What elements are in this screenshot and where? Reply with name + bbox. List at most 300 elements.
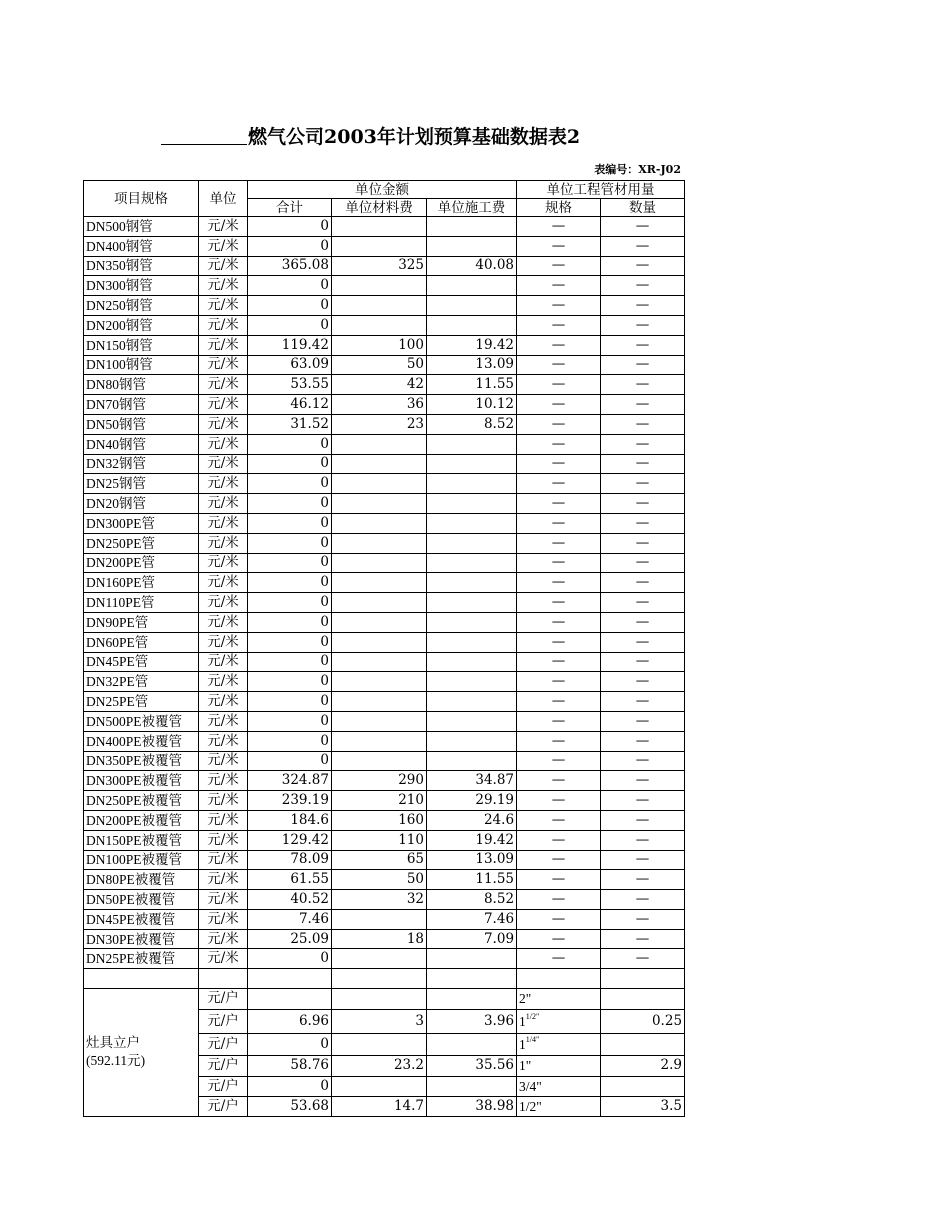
table-row (84, 474, 685, 494)
row-unit-cell: 元/米 (199, 711, 248, 731)
row-spec-cell: — (517, 553, 601, 573)
stove-spec-main: 1 (519, 1013, 526, 1029)
table-row (84, 236, 685, 256)
row-item-cell: DN400钢管 (84, 236, 199, 256)
header-qty: 数量 (601, 199, 685, 217)
row-spec-cell: — (517, 751, 601, 771)
row-total-cell: 0 (248, 454, 332, 474)
stove-construction-cell: 38.98 (427, 1096, 517, 1116)
stove-unit-cell: 元/户 (199, 1033, 248, 1055)
header-material-fee: 单位材料费 (332, 199, 427, 217)
row-construction-cell (427, 276, 517, 296)
row-qty-cell: — (601, 731, 685, 751)
row-material-cell: 23 (332, 414, 427, 434)
row-construction-cell (427, 494, 517, 514)
row-material-cell (332, 315, 427, 335)
row-spec-cell: — (517, 414, 601, 434)
stove-qty-cell (601, 989, 685, 1010)
table-row (84, 335, 685, 355)
stove-spec-cell (517, 1033, 601, 1055)
budget-table (83, 180, 685, 1117)
page-title: 燃气公司2003年计划预算基础数据表2 (248, 126, 581, 148)
row-unit-cell: 元/米 (199, 672, 248, 692)
row-qty-cell: — (601, 573, 685, 593)
row-total-cell: 0 (248, 434, 332, 454)
table-row (84, 395, 685, 415)
row-qty-cell: — (601, 217, 685, 237)
stove-material-cell (332, 1033, 427, 1055)
row-item-cell: DN250PE被覆管 (84, 791, 199, 811)
row-unit-cell: 元/米 (199, 830, 248, 850)
row-unit-cell: 元/米 (199, 593, 248, 613)
row-item-cell: DN250PE管 (84, 533, 199, 553)
row-qty-cell: — (601, 553, 685, 573)
row-material-cell: 110 (332, 830, 427, 850)
row-material-cell: 290 (332, 771, 427, 791)
stove-unit-cell: 元/户 (199, 1055, 248, 1076)
row-item-cell: DN20钢管 (84, 494, 199, 514)
stove-row (84, 989, 685, 1010)
stove-qty-cell: 2.9 (601, 1055, 685, 1076)
row-material-cell: 32 (332, 890, 427, 910)
row-material-cell (332, 513, 427, 533)
row-construction-cell (427, 751, 517, 771)
row-construction-cell (427, 593, 517, 613)
stove-unit-cell: 元/户 (199, 989, 248, 1010)
row-construction-cell (427, 474, 517, 494)
stove-material-cell: 14.7 (332, 1096, 427, 1116)
row-spec-cell: — (517, 672, 601, 692)
row-total-cell: 0 (248, 474, 332, 494)
table-row (84, 494, 685, 514)
row-qty-cell: — (601, 454, 685, 474)
row-material-cell (332, 632, 427, 652)
table-row (84, 632, 685, 652)
row-total-cell: 0 (248, 276, 332, 296)
row-construction-cell: 10.12 (427, 395, 517, 415)
row-qty-cell: — (601, 652, 685, 672)
table-row (84, 949, 685, 969)
row-spec-cell: — (517, 612, 601, 632)
row-total-cell: 0 (248, 593, 332, 613)
row-material-cell: 42 (332, 375, 427, 395)
row-total-cell: 0 (248, 731, 332, 751)
row-spec-cell: — (517, 830, 601, 850)
empty-cell (601, 969, 685, 989)
table-row (84, 414, 685, 434)
stove-qty-cell: 0.25 (601, 1009, 685, 1033)
row-total-cell: 324.87 (248, 771, 332, 791)
row-total-cell: 129.42 (248, 830, 332, 850)
row-spec-cell: — (517, 929, 601, 949)
row-spec-cell: — (517, 573, 601, 593)
row-total-cell: 40.52 (248, 890, 332, 910)
title-blank-line (161, 144, 247, 145)
row-qty-cell: — (601, 236, 685, 256)
row-construction-cell (427, 217, 517, 237)
header-spec: 规格 (517, 199, 601, 217)
stove-spec-main: 2" (519, 991, 532, 1007)
row-item-cell: DN70钢管 (84, 395, 199, 415)
row-unit-cell: 元/米 (199, 890, 248, 910)
row-item-cell: DN250钢管 (84, 296, 199, 316)
row-unit-cell: 元/米 (199, 315, 248, 335)
row-spec-cell: — (517, 315, 601, 335)
row-qty-cell: — (601, 256, 685, 276)
stove-spec-main: 1 (519, 1036, 526, 1052)
row-material-cell (332, 573, 427, 593)
row-spec-cell: — (517, 296, 601, 316)
stove-qty-cell: 3.5 (601, 1096, 685, 1116)
row-construction-cell (427, 533, 517, 553)
row-construction-cell (427, 652, 517, 672)
row-spec-cell: — (517, 870, 601, 890)
table-row (84, 276, 685, 296)
spacer-row (84, 969, 685, 989)
row-unit-cell: 元/米 (199, 929, 248, 949)
table-row (84, 692, 685, 712)
row-spec-cell: — (517, 692, 601, 712)
row-construction-cell (427, 672, 517, 692)
stove-spec-main: 3/4" (519, 1078, 542, 1094)
row-unit-cell: 元/米 (199, 632, 248, 652)
row-item-cell: DN80钢管 (84, 375, 199, 395)
header-unit: 单位 (199, 181, 248, 217)
row-construction-cell: 19.42 (427, 335, 517, 355)
table-row (84, 612, 685, 632)
row-material-cell (332, 672, 427, 692)
table-row (84, 296, 685, 316)
row-material-cell (332, 751, 427, 771)
row-qty-cell: — (601, 335, 685, 355)
row-qty-cell: — (601, 909, 685, 929)
row-material-cell: 100 (332, 335, 427, 355)
row-spec-cell: — (517, 949, 601, 969)
stove-construction-cell: 35.56 (427, 1055, 517, 1076)
row-item-cell: DN300钢管 (84, 276, 199, 296)
row-item-cell: DN40钢管 (84, 434, 199, 454)
row-construction-cell: 19.42 (427, 830, 517, 850)
row-spec-cell: — (517, 474, 601, 494)
table-row (84, 217, 685, 237)
table-row (84, 533, 685, 553)
row-material-cell (332, 711, 427, 731)
row-unit-cell: 元/米 (199, 949, 248, 969)
row-material-cell: 210 (332, 791, 427, 811)
row-item-cell: DN30PE被覆管 (84, 929, 199, 949)
row-unit-cell: 元/米 (199, 751, 248, 771)
row-construction-cell: 13.09 (427, 850, 517, 870)
row-construction-cell: 34.87 (427, 771, 517, 791)
row-unit-cell: 元/米 (199, 513, 248, 533)
row-spec-cell: — (517, 791, 601, 811)
table-row (84, 731, 685, 751)
stove-material-cell (332, 989, 427, 1010)
row-item-cell: DN100钢管 (84, 355, 199, 375)
row-total-cell: 239.19 (248, 791, 332, 811)
row-item-cell: DN90PE管 (84, 612, 199, 632)
row-qty-cell: — (601, 612, 685, 632)
row-spec-cell: — (517, 434, 601, 454)
row-spec-cell: — (517, 652, 601, 672)
stove-spec-main: 1/2" (519, 1098, 542, 1114)
row-construction-cell (427, 949, 517, 969)
row-construction-cell (427, 454, 517, 474)
row-construction-cell: 11.55 (427, 375, 517, 395)
row-construction-cell (427, 632, 517, 652)
row-unit-cell: 元/米 (199, 296, 248, 316)
stove-label-cell (84, 989, 199, 1117)
row-material-cell: 36 (332, 395, 427, 415)
row-qty-cell: — (601, 810, 685, 830)
row-spec-cell: — (517, 256, 601, 276)
row-material-cell (332, 533, 427, 553)
row-item-cell: DN300PE管 (84, 513, 199, 533)
row-item-cell: DN150钢管 (84, 335, 199, 355)
row-total-cell: 7.46 (248, 909, 332, 929)
row-material-cell (332, 434, 427, 454)
row-item-cell: DN50PE被覆管 (84, 890, 199, 910)
row-total-cell: 0 (248, 632, 332, 652)
row-construction-cell (427, 573, 517, 593)
table-row (84, 573, 685, 593)
row-unit-cell: 元/米 (199, 731, 248, 751)
table-row (84, 771, 685, 791)
row-unit-cell: 元/米 (199, 454, 248, 474)
row-construction-cell (427, 731, 517, 751)
row-total-cell: 0 (248, 573, 332, 593)
row-qty-cell: — (601, 296, 685, 316)
row-material-cell (332, 217, 427, 237)
row-qty-cell: — (601, 929, 685, 949)
row-item-cell: DN110PE管 (84, 593, 199, 613)
row-spec-cell: — (517, 593, 601, 613)
stove-construction-cell: 3.96 (427, 1009, 517, 1033)
row-total-cell: 365.08 (248, 256, 332, 276)
stove-price: (592.11元) (86, 1053, 146, 1069)
row-material-cell (332, 474, 427, 494)
empty-cell (332, 969, 427, 989)
row-item-cell: DN50钢管 (84, 414, 199, 434)
row-material-cell (332, 276, 427, 296)
row-total-cell: 61.55 (248, 870, 332, 890)
row-spec-cell: — (517, 355, 601, 375)
row-construction-cell (427, 236, 517, 256)
row-material-cell: 18 (332, 929, 427, 949)
row-qty-cell: — (601, 533, 685, 553)
stove-qty-cell (601, 1033, 685, 1055)
row-spec-cell: — (517, 454, 601, 474)
row-item-cell: DN400PE被覆管 (84, 731, 199, 751)
table-row (84, 850, 685, 870)
row-unit-cell: 元/米 (199, 414, 248, 434)
row-qty-cell: — (601, 890, 685, 910)
row-total-cell: 0 (248, 236, 332, 256)
row-spec-cell: — (517, 890, 601, 910)
row-total-cell: 0 (248, 692, 332, 712)
row-unit-cell: 元/米 (199, 375, 248, 395)
row-spec-cell: — (517, 375, 601, 395)
stove-material-cell: 3 (332, 1009, 427, 1033)
row-material-cell: 65 (332, 850, 427, 870)
row-unit-cell: 元/米 (199, 850, 248, 870)
row-construction-cell: 7.09 (427, 929, 517, 949)
stove-spec-cell (517, 1009, 601, 1033)
row-item-cell: DN500PE被覆管 (84, 711, 199, 731)
row-construction-cell: 40.08 (427, 256, 517, 276)
row-item-cell: DN32钢管 (84, 454, 199, 474)
table-row (84, 315, 685, 335)
row-qty-cell: — (601, 632, 685, 652)
row-unit-cell: 元/米 (199, 276, 248, 296)
stove-total-cell (248, 989, 332, 1010)
row-material-cell (332, 692, 427, 712)
row-material-cell (332, 494, 427, 514)
row-unit-cell: 元/米 (199, 335, 248, 355)
row-spec-cell: — (517, 731, 601, 751)
stove-unit-cell: 元/户 (199, 1096, 248, 1116)
row-unit-cell: 元/米 (199, 236, 248, 256)
table-row (84, 929, 685, 949)
row-construction-cell (427, 434, 517, 454)
row-qty-cell: — (601, 711, 685, 731)
row-total-cell: 0 (248, 513, 332, 533)
row-qty-cell: — (601, 315, 685, 335)
stove-spec-cell (517, 989, 601, 1010)
row-unit-cell: 元/米 (199, 533, 248, 553)
stove-total-cell: 6.96 (248, 1009, 332, 1033)
row-total-cell: 0 (248, 553, 332, 573)
row-construction-cell: 8.52 (427, 414, 517, 434)
table-row (84, 652, 685, 672)
row-spec-cell: — (517, 513, 601, 533)
row-qty-cell: — (601, 434, 685, 454)
empty-cell (517, 969, 601, 989)
row-construction-cell: 24.6 (427, 810, 517, 830)
row-qty-cell: — (601, 850, 685, 870)
row-construction-cell: 7.46 (427, 909, 517, 929)
table-row (84, 830, 685, 850)
row-construction-cell (427, 296, 517, 316)
row-qty-cell: — (601, 771, 685, 791)
row-construction-cell: 13.09 (427, 355, 517, 375)
row-qty-cell: — (601, 494, 685, 514)
row-unit-cell: 元/米 (199, 909, 248, 929)
stove-total-cell: 53.68 (248, 1096, 332, 1116)
row-spec-cell: — (517, 494, 601, 514)
row-item-cell: DN25PE管 (84, 692, 199, 712)
row-spec-cell: — (517, 810, 601, 830)
row-item-cell: DN300PE被覆管 (84, 771, 199, 791)
row-item-cell: DN500钢管 (84, 217, 199, 237)
row-unit-cell: 元/米 (199, 434, 248, 454)
row-total-cell: 0 (248, 612, 332, 632)
row-unit-cell: 元/米 (199, 870, 248, 890)
row-unit-cell: 元/米 (199, 474, 248, 494)
row-unit-cell: 元/米 (199, 652, 248, 672)
row-item-cell: DN60PE管 (84, 632, 199, 652)
row-qty-cell: — (601, 593, 685, 613)
row-unit-cell: 元/米 (199, 395, 248, 415)
row-unit-cell: 元/米 (199, 810, 248, 830)
row-qty-cell: — (601, 474, 685, 494)
row-item-cell: DN45PE被覆管 (84, 909, 199, 929)
row-spec-cell: — (517, 533, 601, 553)
row-spec-cell: — (517, 909, 601, 929)
row-total-cell: 0 (248, 711, 332, 731)
stove-total-cell: 0 (248, 1033, 332, 1055)
row-spec-cell: — (517, 335, 601, 355)
table-row (84, 751, 685, 771)
table-row (84, 870, 685, 890)
table-row (84, 513, 685, 533)
row-qty-cell: — (601, 692, 685, 712)
row-item-cell: DN200PE被覆管 (84, 810, 199, 830)
stove-spec-main: 1" (519, 1058, 532, 1074)
row-spec-cell: — (517, 771, 601, 791)
table-row (84, 434, 685, 454)
row-qty-cell: — (601, 870, 685, 890)
row-material-cell: 50 (332, 355, 427, 375)
row-spec-cell: — (517, 236, 601, 256)
row-unit-cell: 元/米 (199, 771, 248, 791)
row-total-cell: 0 (248, 652, 332, 672)
row-material-cell (332, 236, 427, 256)
table-row (84, 593, 685, 613)
row-qty-cell: — (601, 395, 685, 415)
row-spec-cell: — (517, 711, 601, 731)
stove-total-cell: 0 (248, 1076, 332, 1096)
table-row (84, 810, 685, 830)
row-spec-cell: — (517, 632, 601, 652)
table-row (84, 890, 685, 910)
row-item-cell: DN100PE被覆管 (84, 850, 199, 870)
row-total-cell: 0 (248, 533, 332, 553)
row-material-cell (332, 593, 427, 613)
table-row (84, 909, 685, 929)
row-total-cell: 119.42 (248, 335, 332, 355)
row-item-cell: DN25PE被覆管 (84, 949, 199, 969)
empty-cell (248, 969, 332, 989)
table-row (84, 791, 685, 811)
row-total-cell: 78.09 (248, 850, 332, 870)
row-qty-cell: — (601, 355, 685, 375)
row-material-cell (332, 296, 427, 316)
row-item-cell: DN150PE被覆管 (84, 830, 199, 850)
row-material-cell: 325 (332, 256, 427, 276)
row-qty-cell: — (601, 414, 685, 434)
row-material-cell (332, 553, 427, 573)
header-total: 合计 (248, 199, 332, 217)
row-spec-cell: — (517, 276, 601, 296)
stove-material-cell (332, 1076, 427, 1096)
empty-cell (199, 969, 248, 989)
row-qty-cell: — (601, 791, 685, 811)
stove-spec-fraction: 1/2" (525, 1011, 540, 1021)
row-item-cell: DN350PE被覆管 (84, 751, 199, 771)
row-item-cell: DN32PE管 (84, 672, 199, 692)
row-material-cell (332, 454, 427, 474)
row-unit-cell: 元/米 (199, 612, 248, 632)
row-spec-cell: — (517, 217, 601, 237)
stove-qty-cell (601, 1076, 685, 1096)
row-total-cell: 25.09 (248, 929, 332, 949)
row-construction-cell (427, 553, 517, 573)
table-row (84, 256, 685, 276)
row-total-cell: 0 (248, 217, 332, 237)
row-construction-cell: 8.52 (427, 890, 517, 910)
row-construction-cell (427, 692, 517, 712)
